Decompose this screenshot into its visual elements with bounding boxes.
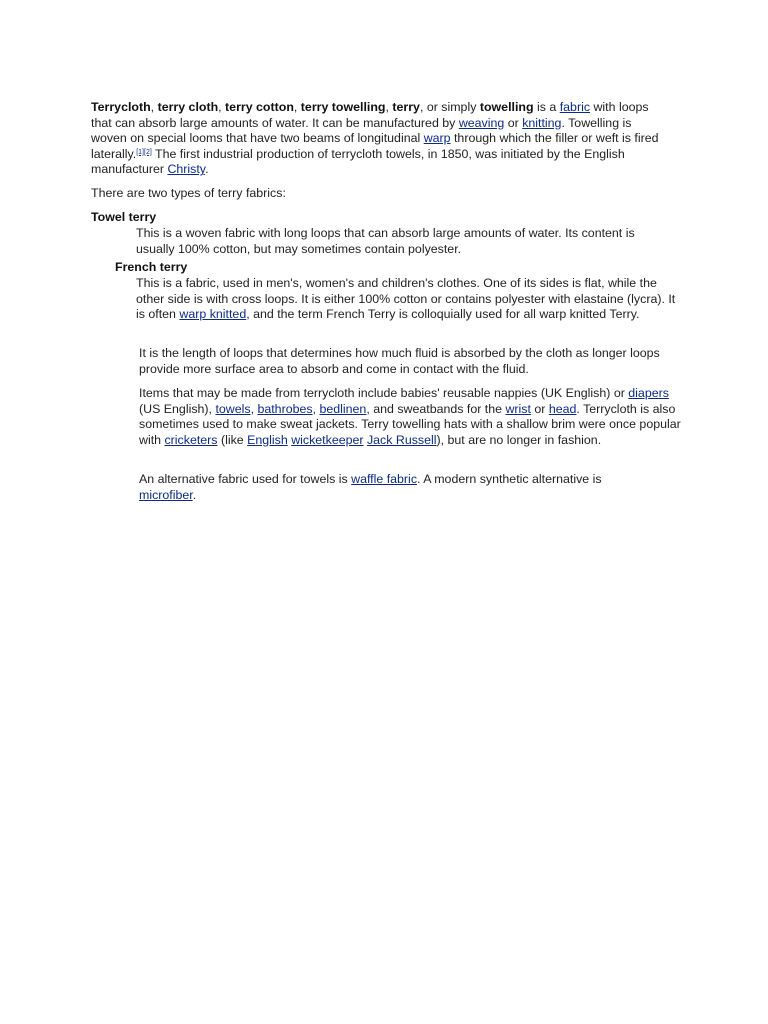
towel-terry-term: Towel terry bbox=[91, 210, 157, 224]
link-christy[interactable]: Christy bbox=[167, 162, 206, 177]
text-span: , and sweatbands for the bbox=[366, 401, 506, 416]
link-diapers[interactable]: diapers bbox=[628, 386, 669, 400]
text-span: . A modern synthetic alternative is bbox=[417, 472, 602, 486]
term-terry-cloth: terry cloth bbox=[157, 100, 219, 114]
term-towelling: towelling bbox=[479, 100, 534, 114]
term-terry-cotton: terry cotton bbox=[225, 100, 294, 114]
link-knitting[interactable]: knitting bbox=[522, 115, 562, 130]
text-span: through which the filler or weft is fired laterally. bbox=[91, 131, 659, 161]
term-terry: terry bbox=[392, 100, 420, 114]
loops-paragraph: It is the length of loops that determines how much fluid is absorbed by the cloth as longer loops provide more surface area to absorb and come in contact with the fluid. bbox=[139, 346, 660, 376]
link-warp-knitted[interactable]: warp knitted bbox=[179, 307, 247, 322]
text-span: The first industrial production of terrycloth towels, in 1850, was initiated by the English manufacturer bbox=[91, 146, 625, 177]
text-span: with loops that can absorb large amounts of water. It can be manufactured by bbox=[91, 100, 649, 130]
alternative-paragraph bbox=[139, 472, 639, 503]
text-span: , bbox=[218, 100, 226, 114]
text-span: , bbox=[312, 401, 320, 416]
text-span: is a bbox=[533, 100, 560, 114]
french-terry-description bbox=[136, 276, 681, 323]
text-span: or bbox=[530, 401, 549, 416]
text-span: , and the term French Terry is colloquially used for all warp knitted Terry. bbox=[246, 307, 640, 322]
text-span: An alternative fabric used for towels is bbox=[139, 472, 352, 486]
term-terrycloth: Terrycloth bbox=[91, 100, 151, 114]
term-terry-towelling: terry towelling bbox=[300, 100, 386, 114]
text-span: (US English), bbox=[139, 401, 216, 416]
intro-paragraph bbox=[91, 100, 666, 178]
text-span: . bbox=[192, 487, 197, 502]
link-fabric[interactable]: fabric bbox=[559, 100, 591, 114]
text-span: This is a fabric, used in men's, women's and children's clothes. One of its sides is flat, while the other side is with cross loops. It is either 100% cotton or contains polyester with elastaine (lycra). It is often bbox=[136, 276, 676, 322]
text-span: (like bbox=[217, 432, 248, 447]
text-span: , bbox=[250, 401, 258, 416]
text-span: , bbox=[385, 100, 393, 114]
text-span: . Towelling is woven on special looms that have two beams of longitudinal bbox=[91, 115, 632, 146]
text-span: ), but are no longer in fashion. bbox=[436, 432, 602, 447]
link-towels[interactable]: towels bbox=[215, 401, 251, 416]
towel-terry-description: This is a woven fabric with long loops that can absorb large amounts of water. Its content is usually 100% cotton, but may sometimes contain polyester. bbox=[136, 226, 635, 256]
link-microfiber[interactable]: microfiber bbox=[139, 487, 193, 502]
items-paragraph bbox=[139, 386, 684, 448]
text-span: , bbox=[150, 100, 158, 114]
link-cricketers[interactable]: cricketers bbox=[164, 432, 218, 447]
link-bathrobes[interactable]: bathrobes bbox=[257, 401, 313, 416]
french-terry-term: French terry bbox=[115, 260, 188, 274]
link-waffle-fabric[interactable]: waffle fabric bbox=[351, 472, 418, 486]
text-span: , bbox=[293, 100, 301, 114]
link-weaving[interactable]: weaving bbox=[458, 115, 505, 130]
link-english[interactable]: English bbox=[247, 432, 288, 447]
link-jack-russell[interactable]: Jack Russell bbox=[366, 432, 437, 447]
link-wicketkeeper[interactable]: wicketkeeper bbox=[291, 432, 364, 447]
link-warp[interactable]: warp bbox=[423, 131, 451, 146]
link-wrist[interactable]: wrist bbox=[505, 401, 531, 416]
reference-link[interactable]: [1][2] bbox=[136, 148, 152, 156]
text-span: . Terrycloth is also sometimes used to make sweat jackets. Terry towelling hats with a shallow brim were once popular with bbox=[139, 401, 681, 447]
text-span: Items that may be made from terrycloth include babies' reusable nappies (UK English) or bbox=[139, 386, 629, 400]
text-span: or bbox=[504, 115, 523, 130]
text-span: , or simply bbox=[419, 100, 480, 114]
text-span: . bbox=[205, 162, 209, 177]
link-head[interactable]: head bbox=[548, 401, 577, 416]
types-intro: There are two types of terry fabrics: bbox=[91, 186, 286, 200]
link-bedlinen[interactable]: bedlinen bbox=[319, 401, 367, 416]
